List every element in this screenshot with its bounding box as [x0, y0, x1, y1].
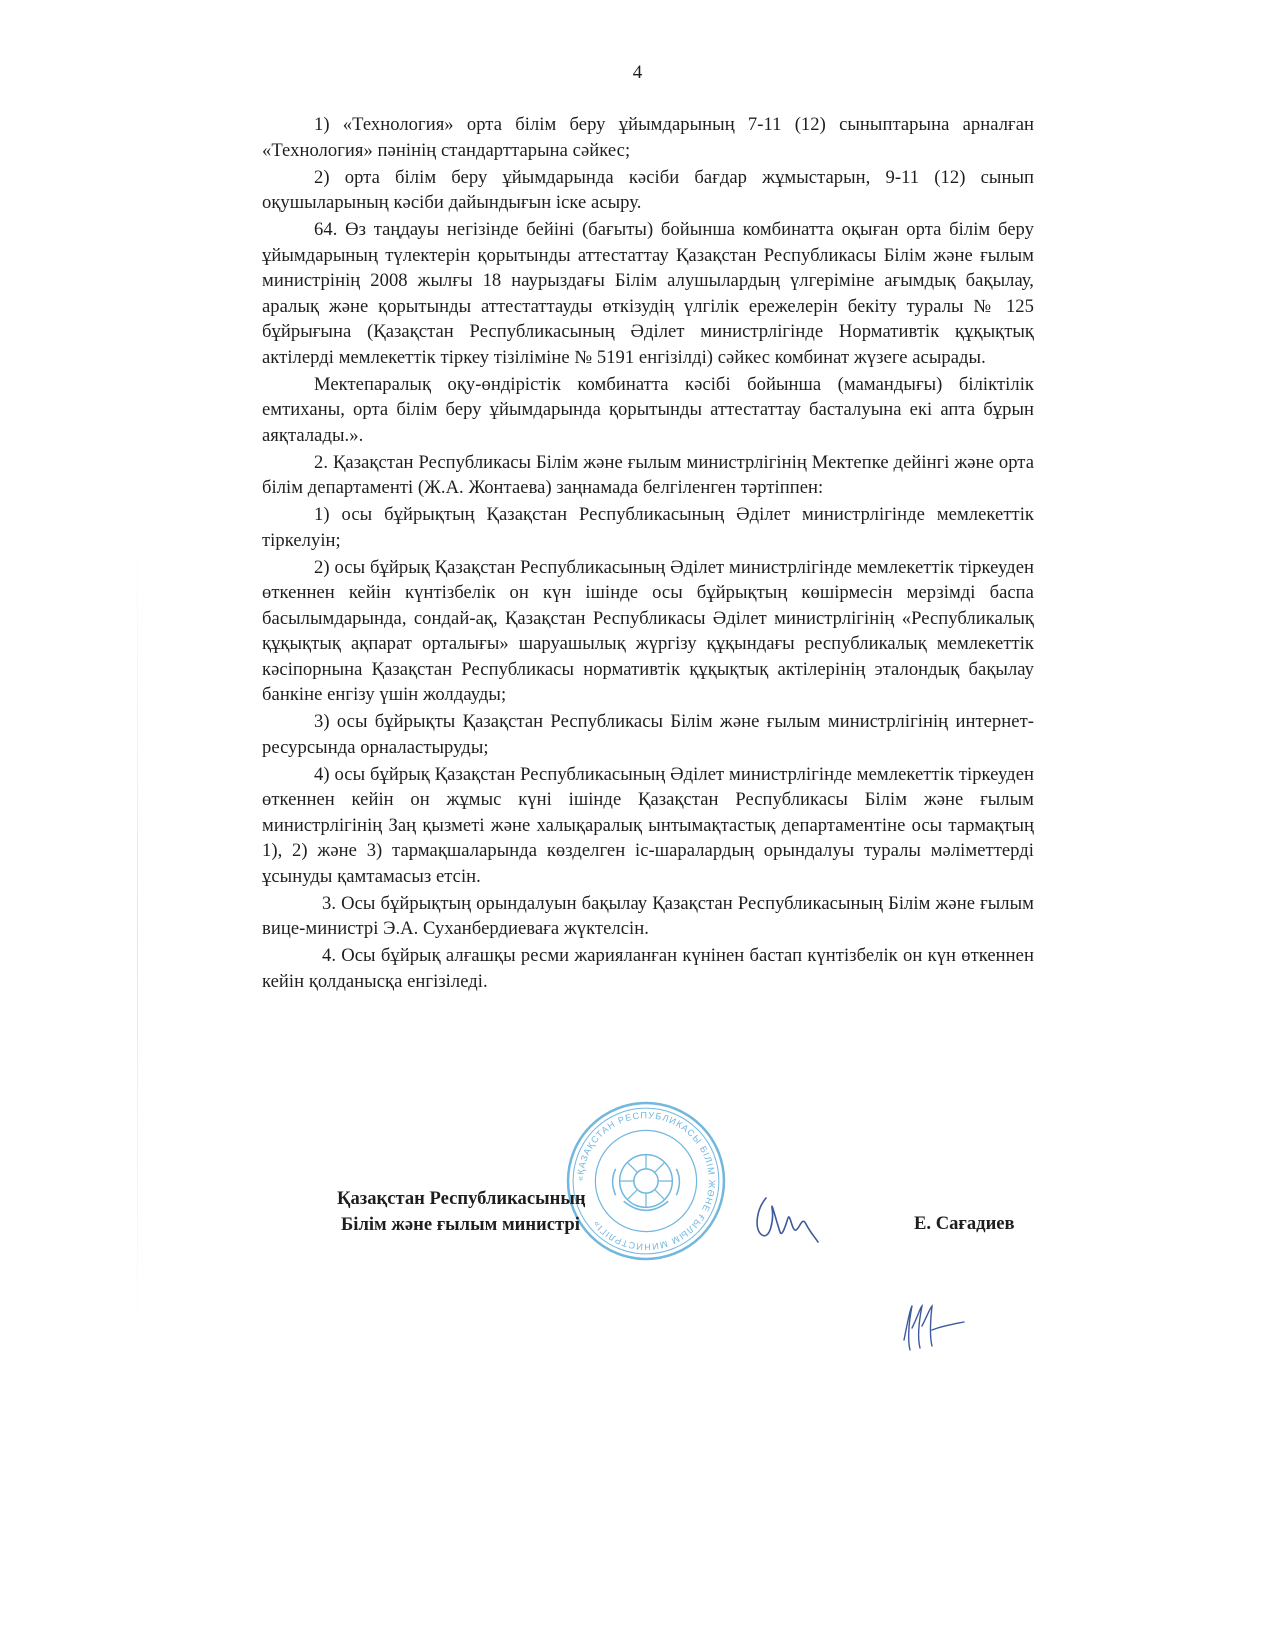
seal-inscription: «ҚАЗАҚСТАН РЕСПУБЛИКАСЫ БІЛІМ ЖӘНЕ ҒЫЛЫМ МИНИСТРЛІГІ»: [575, 1110, 717, 1252]
approval-initials-icon: [898, 1300, 966, 1356]
paragraph-8: 3) осы бұйрықты Қазақстан Республикасы Білім және ғылым министрлігінің интернет-ресурсында орналастыруды;: [262, 711, 1034, 758]
paragraph-2: 2) орта білім беру ұйымдарында кәсіби бағдар жұмыстарын, 9-11 (12) сынып оқушыларының кәсіби дайындығын іске асыру.: [262, 166, 1034, 213]
signatory-name: Е. Сағадиев: [914, 1213, 1015, 1234]
paragraph-4: Мектепаралық оқу-өндірістік комбинатта кәсібі бойынша (мамандығы) біліктілік емтиханы, орта білім беру ұйымдарында қорытынды аттестаттау басталуына екі апта бұрын аяқталады.».: [262, 373, 1034, 446]
paragraph-1: 1) «Технология» орта білім беру ұйымдарының 7-11 (12) сыныптарына арналған «Технология» пәнінің стандарттарына сәйкес;: [262, 114, 1034, 161]
document-body: [262, 112, 1034, 996]
handwritten-signature-icon: [752, 1180, 822, 1250]
paragraph-11: 4. Осы бұйрық алғашқы ресми жарияланған күнінен бастап күнтізбелік он күн өткеннен кейін қолданысқа енгізіледі.: [262, 945, 1034, 992]
signatory-title-line-2: Білім және ғылым министрі: [341, 1214, 580, 1235]
paragraph-5: 2. Қазақстан Республикасы Білім және ғылым министрлігінің Мектепке дейінгі және орта білім департаменті (Ж.А. Жонтаева) заңнамада белгіленген тәртіппен:: [262, 451, 1034, 498]
scan-edge-shadow: [137, 520, 138, 1350]
signatory-title: [337, 1186, 586, 1238]
page-number: 4: [632, 62, 643, 83]
paragraph-7: 2) осы бұйрық Қазақстан Республикасының Әділет министрлігінде мемлекеттік тіркеуден өткеннен кейін күнтізбелік он күн ішінде осы бұйрықтың көшірмесін мерзімді баспа басылымдарында, сондай-ақ, Қазақстан Республикасы Әділет министрлігінің «Республикалық құқықтық ақпарат орталығы» шаруашылық жүргізу құқындағы республикалық мемлекеттік кәсіпорнына Қазақстан Республикасы нормативтік құқықтық актілерінің эталондық бақылау банкіне енгізу үшін жолдауды;: [262, 556, 1034, 705]
paragraph-10: 3. Осы бұйрықтың орындалуын бақылау Қазақстан Республикасының Білім және ғылым вице-министрі Э.А. Суханбердиеваға жүктелсін.: [262, 892, 1034, 939]
paragraph-6: 1) осы бұйрықтың Қазақстан Республикасының Әділет министрлігінде мемлекеттік тіркелуін;: [262, 504, 1034, 551]
official-seal-icon: [565, 1100, 727, 1262]
signatory-title-line-1: Қазақстан Республикасының: [337, 1188, 586, 1209]
paragraph-3: 64. Өз таңдауы негізінде бейіні (бағыты) бойынша комбинатта оқыған орта білім беру ұйымдарының түлектерін қорытынды аттестаттау Қазақстан Республикасы Білім және ғылым министрінің 2008 жылғы 18 наурыздағы Білім алушылардың үлгеріміне ағымдық бақылау, аралық және қорытынды аттестаттауды өткізудің үлгілік ережелерін бекіту туралы № 125 бұйрығына (Қазақстан Республикасының Әділет министрлігінде Нормативтік құқықтық актілерді мемлекеттік тіркеу тізіліміне № 5191 енгізілді) сәйкес комбинат жүзеге асырады.: [262, 219, 1034, 368]
svg-text:«ҚАЗАҚСТАН РЕСПУБЛИКАСЫ БІЛІМ: [575, 1110, 717, 1252]
paragraph-9: 4) осы бұйрық Қазақстан Республикасының Әділет министрлігінде мемлекеттік тіркеуден өткеннен кейін он жұмыс күні ішінде Қазақстан Республикасы Білім және ғылым министрлігінің Заң қызметі және халықаралық ынтымақтастық департаментіне осы тармақтың 1), 2) және 3) тармақшаларында көзделген іс-шаралардың орындалуы туралы мәліметтерді ұсынуды қамтамасыз етсін.: [262, 763, 1034, 887]
